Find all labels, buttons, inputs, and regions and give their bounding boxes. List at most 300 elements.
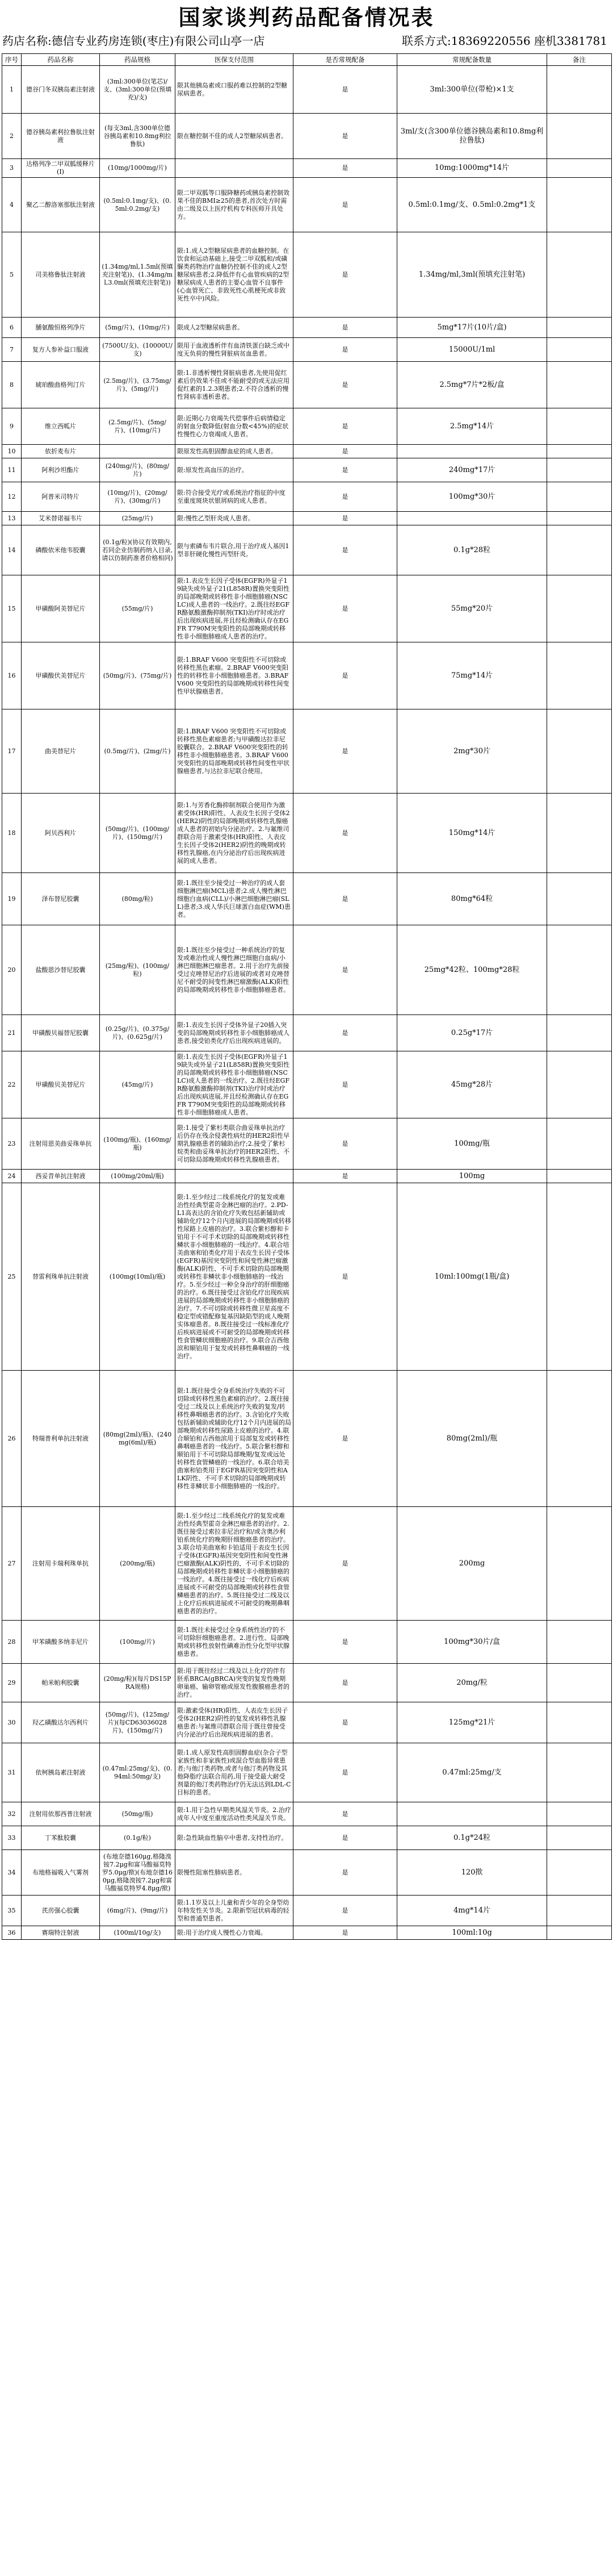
coverage-scope: 限:1.既往至少接受过一种系统治疗的复发或难治性成人慢性淋巴细胞白血病/小淋巴细胞淋巴瘤患者。2.用于治疗先前接受过克唑替尼治疗后进展的或者对克唑替尼不耐受的间变性淋巴瘤激酶(ALK)阳性的局部晚期或转移性非小细胞肺癌患者。 xyxy=(175,925,293,1015)
remark xyxy=(547,1702,612,1743)
table-row xyxy=(2,408,612,445)
stock-quantity: 80mg(2ml)/瓶 xyxy=(397,1371,547,1507)
remark xyxy=(547,178,612,232)
table-row xyxy=(2,525,612,575)
table-row xyxy=(2,1118,612,1170)
row-number: 22 xyxy=(2,1051,22,1118)
table-row xyxy=(2,1826,612,1850)
remark xyxy=(547,159,612,178)
table-row xyxy=(2,575,612,642)
drug-spec xyxy=(100,445,175,458)
row-number: 36 xyxy=(2,1926,22,1940)
contact-label: 联系方式: xyxy=(401,34,451,48)
drug-spec: (10mg/片)、(20mg/片)、(30mg/片) xyxy=(100,482,175,512)
row-number: 26 xyxy=(2,1371,22,1507)
table-row xyxy=(2,1664,612,1702)
regular-stock: 是 xyxy=(293,1702,397,1743)
table-row xyxy=(2,159,612,178)
regular-stock: 是 xyxy=(293,232,397,318)
remark xyxy=(547,362,612,408)
stock-quantity: 2.5mg*14片 xyxy=(397,408,547,445)
coverage-scope: 限:用于治疗成人慢性心力衰竭。 xyxy=(175,1926,293,1940)
drug-spec: (7500U/支)、(10000U/支) xyxy=(100,338,175,362)
drug-spec: (2.5mg/片)、(3.75mg/片)、(5mg/片) xyxy=(100,362,175,408)
row-number: 23 xyxy=(2,1118,22,1170)
remark xyxy=(547,1183,612,1371)
regular-stock: 是 xyxy=(293,925,397,1015)
regular-stock: 是 xyxy=(293,794,397,873)
stock-quantity: 75mg*14片 xyxy=(397,642,547,709)
drug-name: 阿普米司特片 xyxy=(22,482,100,512)
row-number: 8 xyxy=(2,362,22,408)
row-number: 21 xyxy=(2,1015,22,1051)
coverage-scope: 限:符合接受光疗或系统治疗指征的中度至重度斑块状银屑病的成人患者。 xyxy=(175,482,293,512)
coverage-scope: 限:1.1岁及以上儿童和青少年的全身型幼年特发性关节炎。2.限新型冠状病毒的轻型和普通型患者。 xyxy=(175,1896,293,1926)
table-row xyxy=(2,458,612,482)
stock-quantity: 200mg xyxy=(397,1507,547,1621)
row-number: 12 xyxy=(2,482,22,512)
table-row xyxy=(2,925,612,1015)
drug-spec: (0.47ml:25mg/支)、(0.94ml:50mg/支) xyxy=(100,1743,175,1802)
drug-spec: (200mg/瓶) xyxy=(100,1507,175,1621)
drug-name: 德谷门冬双胰岛素注射液 xyxy=(22,66,100,114)
drug-spec: (6mg/片)、(9mg/片) xyxy=(100,1896,175,1926)
drug-name: 赛瑞特注射液 xyxy=(22,1926,100,1940)
table-row xyxy=(2,66,612,114)
coverage-scope: 限二甲双胍等口服降糖药或胰岛素控制效果不佳的BMI≥25的患者,首次处方时需由二级及以上医疗机构专科医师开具处方。 xyxy=(175,178,293,232)
drug-spec: (0.1g/粒)(协议有效期内,若同企业仿制药纳入目录,请以仿制药准者价格相同) xyxy=(100,525,175,575)
stock-quantity xyxy=(397,512,547,525)
stock-quantity: 10ml:100mg(1瓶/盒) xyxy=(397,1183,547,1371)
header-spec: 药品规格 xyxy=(100,54,175,66)
stock-quantity: 80mg*64粒 xyxy=(397,873,547,925)
table-body xyxy=(2,66,612,1940)
remark xyxy=(547,525,612,575)
drug-spec: (55mg/片) xyxy=(100,575,175,642)
drug-spec: (240mg/片)、(80mg/片) xyxy=(100,458,175,482)
remark xyxy=(547,408,612,445)
drug-spec: (3ml:300单位(笔芯)/支、(3ml:300单位(预填充)/支) xyxy=(100,66,175,114)
regular-stock: 是 xyxy=(293,525,397,575)
regular-stock: 是 xyxy=(293,1664,397,1702)
regular-stock: 是 xyxy=(293,1371,397,1507)
regular-stock: 是 xyxy=(293,1507,397,1621)
coverage-scope: 限原发性高胆固醇血症的成人患者。 xyxy=(175,445,293,458)
drug-name: 西妥昔单抗注射液 xyxy=(22,1170,100,1183)
table-row xyxy=(2,482,612,512)
drug-name: 艾米替诺福韦片 xyxy=(22,512,100,525)
drug-name: 甲磺酸阿美替尼片 xyxy=(22,575,100,642)
drug-name: 阿利沙坦酯片 xyxy=(22,458,100,482)
coverage-scope: 限:近期心力衰竭失代偿事件后病情稳定的射血分数降低(射血分数<45%)的症状性慢性心力衰竭成人患者。 xyxy=(175,408,293,445)
table-row xyxy=(2,1183,612,1371)
drug-name: 维立西呱片 xyxy=(22,408,100,445)
drug-name: 磷酸依米他韦胶囊 xyxy=(22,525,100,575)
drug-name: 盐酸恩沙替尼胶囊 xyxy=(22,925,100,1015)
regular-stock: 是 xyxy=(293,1802,397,1826)
stock-quantity: 5mg*17片(10片/盒) xyxy=(397,318,547,338)
coverage-scope: 限:1.成人2型糖尿病患者的血糖控制。在饮食和运动基础上,接受二甲双胍和/或磺脲类药物治疗血糖仍控制不佳的成人2型糖尿病患者;2.降低伴有心血管疾病的2型糖尿病成人患者的主要心血管不良事件(心血管死亡、非致死性心肌梗死或非致死性卒中)风险。 xyxy=(175,232,293,318)
drug-name: 脯氨酸恒格列净片 xyxy=(22,318,100,338)
coverage-scope: 限:1.既往至少接受过一种治疗的成人套细胞淋巴瘤(MCL)患者;2.成人慢性淋巴细胞白血病(CLL)/小淋巴细胞淋巴瘤(SLL)患者;3.成人华氏巨球蛋白血症(WM)患者。 xyxy=(175,873,293,925)
table-row xyxy=(2,1170,612,1183)
drug-spec: (0.1g/粒) xyxy=(100,1826,175,1850)
coverage-scope: 限:1.既往接受全身系统治疗失败的不可切除或转移性黑色素瘤的治疗。2.既往接受过二线及以上系统治疗失败的复发/转移性鼻咽癌患者的治疗。3.含铂化疗失败包括新辅助或辅助化疗12个月内进展的局部晚期或转移性尿路上皮癌的治疗。4.联合顺铂和吉西他滨用于局部复发或转移性鼻咽癌患者的一线治疗。5.联合紫杉醇和顺铂用于不可切除局部晚期/复发或远处转移性食管鳞癌的一线治疗。6.联合培美曲塞和铂类用于EGFR基因突变阴性和ALK阴性、不可手术切除的局部晚期或转移性非鳞状非小细胞肺癌的一线治疗。 xyxy=(175,1371,293,1507)
stock-quantity xyxy=(397,1802,547,1826)
table-row xyxy=(2,1926,612,1940)
row-number: 6 xyxy=(2,318,22,338)
table-row xyxy=(2,794,612,873)
table-row xyxy=(2,1743,612,1802)
table-row xyxy=(2,1702,612,1743)
drug-spec: (100mg/20ml/瓶) xyxy=(100,1170,175,1183)
regular-stock: 是 xyxy=(293,458,397,482)
coverage-scope: 限:1.BRAF V600 突变阳性不可切除或转移性黑色素瘤。2.BRAF V600突变阳性的转移性非小细胞肺癌患者。3.BRAF V600 突变阳性的局部晚期或转移性间变性甲状腺癌患者。 xyxy=(175,642,293,709)
regular-stock: 是 xyxy=(293,114,397,159)
stock-quantity: 3ml:300单位(带枪)×1支 xyxy=(397,66,547,114)
coverage-scope: 限:1.接受了紫杉类联合曲妥珠单抗治疗后仍存在残余侵袭性病灶的HER2阳性早期乳腺癌患者的辅助治疗;2.接受了紫杉烷类和曲妥珠单抗治疗的HER2阳性、不可切除局部晚期或转移性乳腺癌患者。 xyxy=(175,1118,293,1170)
row-number: 24 xyxy=(2,1170,22,1183)
coverage-scope xyxy=(175,1170,293,1183)
drug-name: 泽布替尼胶囊 xyxy=(22,873,100,925)
table-row xyxy=(2,114,612,159)
row-number: 28 xyxy=(2,1621,22,1664)
table-row xyxy=(2,1507,612,1621)
drug-spec: (0.5ml:0.1mg/支)、(0.5ml:0.2mg/支) xyxy=(100,178,175,232)
drug-name: 羟乙磺酸达尔西利片 xyxy=(22,1702,100,1743)
drug-name: 芪苈强心胶囊 xyxy=(22,1896,100,1926)
coverage-scope: 限与索磷布韦片联合,用于治疗成人基因1型非肝硬化慢性丙型肝炎。 xyxy=(175,525,293,575)
stock-quantity: 0.1g*24粒 xyxy=(397,1826,547,1850)
table-row xyxy=(2,1621,612,1664)
remark xyxy=(547,1507,612,1621)
row-number: 3 xyxy=(2,159,22,178)
drug-name: 替雷利珠单抗注射液 xyxy=(22,1183,100,1371)
remark xyxy=(547,709,612,794)
remark xyxy=(547,458,612,482)
drug-spec: (80mg(2ml)/瓶)、(240mg(6ml)/瓶) xyxy=(100,1371,175,1507)
row-number: 16 xyxy=(2,642,22,709)
drug-name: 甲磺酸伏美替尼片 xyxy=(22,642,100,709)
drug-spec: (50mg/瓶) xyxy=(100,1802,175,1826)
remark xyxy=(547,512,612,525)
coverage-scope: 限:1.非透析慢性肾脏病患者,先使用促红素后仍效果不佳或不能耐受的或无法应用促红素的1.2.3期患者;2.不符合透析的慢性肾病非透析患者。 xyxy=(175,362,293,408)
remark xyxy=(547,1926,612,1940)
stock-quantity: 100ml:10g xyxy=(397,1926,547,1940)
stock-quantity: 3ml/支(含300单位德谷胰岛素和10.8mg利拉鲁肽) xyxy=(397,114,547,159)
row-number: 33 xyxy=(2,1826,22,1850)
regular-stock: 是 xyxy=(293,178,397,232)
row-number: 4 xyxy=(2,178,22,232)
drug-name: 依柯胰岛素注射液 xyxy=(22,1743,100,1802)
remark xyxy=(547,642,612,709)
coverage-scope: 限:用于既往经过二线及以上化疗的伴有胚系BRCA(gBRCA)突变的复发性晚期卵巢癌、输卵管癌或原发性腹膜癌患者的治疗。 xyxy=(175,1664,293,1702)
row-number: 10 xyxy=(2,445,22,458)
row-number: 2 xyxy=(2,114,22,159)
drug-name: 甲苯磺酸多纳非尼片 xyxy=(22,1621,100,1664)
store-info xyxy=(2,32,286,48)
drug-spec: (20mg/粒)(每片DS15PRA规格) xyxy=(100,1664,175,1702)
remark xyxy=(547,1371,612,1507)
drug-spec: (50mg/片)、(75mg/片) xyxy=(100,642,175,709)
drug-name: 曲美替尼片 xyxy=(22,709,100,794)
coverage-scope xyxy=(175,159,293,178)
stock-quantity: 125mg*21片 xyxy=(397,1702,547,1743)
stock-quantity: 20mg/粒 xyxy=(397,1664,547,1702)
coverage-scope: 限:1.与芳香化酶抑制剂联合使用作为激素受体(HR)阳性、人表皮生长因子受体2(HER2)阴性的局部晚期或转移性乳腺癌成人患者的初始内分泌治疗。2.与氟维司群联合用于激素受体(HR)阳性、人表皮生长因子受体2(HER2)阴性的晚期或转移性乳腺癌,在内分泌治疗后出现疾病进展的成人患者。 xyxy=(175,794,293,873)
coverage-scope: 限:急性缺血性脑卒中患者,支持性治疗。 xyxy=(175,1826,293,1850)
regular-stock: 是 xyxy=(293,873,397,925)
row-number: 29 xyxy=(2,1664,22,1702)
table-header-row xyxy=(2,54,612,66)
coverage-scope: 限:原发性高血压的治疗。 xyxy=(175,458,293,482)
row-number: 15 xyxy=(2,575,22,642)
regular-stock: 是 xyxy=(293,318,397,338)
header-info xyxy=(0,32,613,53)
stock-quantity: 100mg/瓶 xyxy=(397,1118,547,1170)
coverage-scope: 限成人2型糖尿病患者。 xyxy=(175,318,293,338)
stock-quantity: 4mg*14片 xyxy=(397,1896,547,1926)
remark xyxy=(547,1621,612,1664)
drug-name: 帕米帕利胶囊 xyxy=(22,1664,100,1702)
regular-stock: 是 xyxy=(293,1051,397,1118)
drug-name: 布地格福吸入气雾剂 xyxy=(22,1850,100,1896)
drug-spec: (25mg/片) xyxy=(100,512,175,525)
row-number: 19 xyxy=(2,873,22,925)
drug-name: 德谷胰岛素利拉鲁肽注射液 xyxy=(22,114,100,159)
regular-stock: 是 xyxy=(293,66,397,114)
drug-name: 丁苯酞胶囊 xyxy=(22,1826,100,1850)
drug-spec: (25mg/粒)、(100mg/粒) xyxy=(100,925,175,1015)
store-label: 药店名称: xyxy=(2,34,52,48)
coverage-scope: 限:激素受体(HR)阳性、人表皮生长因子受体2(HER2)阴性的复发或转移性乳腺癌患者:与氟维司群联合用于既往曾接受内分泌治疗后出现疾病进展的患者。 xyxy=(175,1702,293,1743)
regular-stock: 是 xyxy=(293,512,397,525)
drug-name: 注射用恩美曲妥珠单抗 xyxy=(22,1118,100,1170)
coverage-scope: 限:1.至少经过二线系统化疗的复发或难治性经典型霍奇金淋巴瘤的治疗。2.PD-L1高表达的含铂化疗失败包括新辅助或辅助化疗12个月内进展的局部晚期或转移性尿路上皮癌的治疗。3.联合紫杉醇和卡铂用于不可手术切除的局部晚期或转移性鳞状非小细胞肺癌的一线治疗。4.联合培美曲塞和铂类化疗用于表皮生长因子受体(EGFR)基因突变阴性和间变性淋巴瘤激酶(ALK)阴性、不可手术切除的局部晚期或转移性非鳞状非小细胞肺癌的一线治疗。5.至少经过一种全身治疗的肝细胞癌的治疗。6.既往接受过含铂化疗出现疾病进展的局部晚期或转移性非小细胞肺癌的治疗。7.不可切除或转移性微卫星高度不稳定型或错配修复基因缺陷型的成人晚期实体瘤患者。8.既往接受过一线标准化疗后疾病进展或不可耐受的局部晚期或转移性食管鳞状细胞癌的治疗。9.联合吉西他滨和顺铂用于复发或转移性鼻咽癌的一线治疗。 xyxy=(175,1183,293,1371)
row-number: 25 xyxy=(2,1183,22,1371)
stock-quantity: 25mg*42粒、100mg*28粒 xyxy=(397,925,547,1015)
remark xyxy=(547,1850,612,1896)
remark xyxy=(547,1015,612,1051)
stock-quantity: 120揿 xyxy=(397,1850,547,1896)
regular-stock: 是 xyxy=(293,642,397,709)
coverage-scope: 限:1.BRAF V600 突变阳性不可切除或转移性黑色素瘤患者;与甲磺酸达拉非尼胶囊联合。2.BRAF V600突变阳性的转移性非小细胞肺癌患者。3.BRAF V600 突变阳性的局部晚期或转移性间变性甲状腺癌患者,与达拉非尼联合使用。 xyxy=(175,709,293,794)
regular-stock: 是 xyxy=(293,575,397,642)
stock-quantity: 100mg xyxy=(397,1170,547,1183)
table-row xyxy=(2,1850,612,1896)
regular-stock: 是 xyxy=(293,338,397,362)
header-remark: 备注 xyxy=(547,54,612,66)
row-number: 31 xyxy=(2,1743,22,1802)
coverage-scope: 限:慢性乙型肝炎成人患者。 xyxy=(175,512,293,525)
remark xyxy=(547,66,612,114)
drug-spec: (100mg/片) xyxy=(100,1621,175,1664)
drug-spec: (2.5mg/片)、(5mg/片)、(10mg/片) xyxy=(100,408,175,445)
coverage-scope: 限其他胰岛素或口服药难以控制的2型糖尿病患者。 xyxy=(175,66,293,114)
drug-table xyxy=(2,53,612,1940)
remark xyxy=(547,114,612,159)
table-row xyxy=(2,232,612,318)
drug-spec: (1.34mg/ml,1.5ml(预填充注射笔))、(1.34mg/ml,3.0ml(预填充注射笔)) xyxy=(100,232,175,318)
remark xyxy=(547,1743,612,1802)
coverage-scope: 限慢性阻塞性肺病患者。 xyxy=(175,1850,293,1896)
stock-quantity: 45mg*28片 xyxy=(397,1051,547,1118)
table-row xyxy=(2,1371,612,1507)
drug-name: 特瑞普利单抗注射液 xyxy=(22,1371,100,1507)
drug-spec: (每支3ml,含300单位德谷胰岛素和10.8mg利拉鲁肽) xyxy=(100,114,175,159)
table-row xyxy=(2,873,612,925)
remark xyxy=(547,482,612,512)
header-scope: 医保支付范围 xyxy=(175,54,293,66)
stock-quantity: 55mg*20片 xyxy=(397,575,547,642)
stock-quantity: 10mg:1000mg*14片 xyxy=(397,159,547,178)
row-number: 27 xyxy=(2,1507,22,1621)
stock-quantity xyxy=(397,445,547,458)
table-row xyxy=(2,445,612,458)
remark xyxy=(547,1826,612,1850)
contact-value: 18369220556 座机3381781 xyxy=(451,34,607,48)
table-row xyxy=(2,1896,612,1926)
coverage-scope: 限:1.用于急性早期类风湿关节炎。2.治疗成年人中度至重度活动性类风湿关节炎。 xyxy=(175,1802,293,1826)
drug-spec: (10mg/1000mg/片) xyxy=(100,159,175,178)
regular-stock: 是 xyxy=(293,159,397,178)
drug-name: 甲磺酸贝美替尼片 xyxy=(22,1051,100,1118)
drug-name: 甲磺酸贝福替尼胶囊 xyxy=(22,1015,100,1051)
remark xyxy=(547,1051,612,1118)
remark xyxy=(547,318,612,338)
remark xyxy=(547,1664,612,1702)
drug-spec: (5mg/片)、(10mg/片) xyxy=(100,318,175,338)
regular-stock: 是 xyxy=(293,1118,397,1170)
regular-stock: 是 xyxy=(293,1183,397,1371)
row-number: 5 xyxy=(2,232,22,318)
drug-spec: (50mg/片)、(125mg/片)(每CD63036028片)、(150mg/片) xyxy=(100,1702,175,1743)
row-number: 7 xyxy=(2,338,22,362)
drug-spec: (100ml/10g/支) xyxy=(100,1926,175,1940)
stock-quantity: 0.1g*28粒 xyxy=(397,525,547,575)
drug-spec: (80mg/粒) xyxy=(100,873,175,925)
row-number: 17 xyxy=(2,709,22,794)
regular-stock: 是 xyxy=(293,362,397,408)
row-number: 1 xyxy=(2,66,22,114)
row-number: 34 xyxy=(2,1850,22,1896)
drug-name: 司美格鲁肽注射液 xyxy=(22,232,100,318)
row-number: 14 xyxy=(2,525,22,575)
row-number: 18 xyxy=(2,794,22,873)
drug-name: 阿贝西利片 xyxy=(22,794,100,873)
regular-stock: 是 xyxy=(293,445,397,458)
stock-quantity: 15000U/1ml xyxy=(397,338,547,362)
drug-name: 注射用依那西普注射液 xyxy=(22,1802,100,1826)
table-row xyxy=(2,1015,612,1051)
drug-spec: (100mg/瓶)、(160mg/瓶) xyxy=(100,1118,175,1170)
row-number: 13 xyxy=(2,512,22,525)
table-row xyxy=(2,338,612,362)
regular-stock: 是 xyxy=(293,1896,397,1926)
remark xyxy=(547,1896,612,1926)
regular-stock: 是 xyxy=(293,1621,397,1664)
table-row xyxy=(2,512,612,525)
remark xyxy=(547,1170,612,1183)
drug-name: 依折麦布片 xyxy=(22,445,100,458)
regular-stock: 是 xyxy=(293,1850,397,1896)
drug-name: 琥珀酸曲格列汀片 xyxy=(22,362,100,408)
drug-spec: (布地奈德160μg,格隆溴铵7.2μg和富马酸福莫特罗5.0μg/揿)(布地奈德160μg,格隆溴铵7.2μg和富马酸福莫特罗4.8μg/揿) xyxy=(100,1850,175,1896)
table-row xyxy=(2,318,612,338)
drug-name: 注射用卡瑞利珠单抗 xyxy=(22,1507,100,1621)
stock-quantity: 0.5ml:0.1mg/支、0.5ml:0.2mg*1支 xyxy=(397,178,547,232)
remark xyxy=(547,575,612,642)
drug-spec: (0.25g/片)、(0.375g/片)、(0.625g/片) xyxy=(100,1015,175,1051)
regular-stock: 是 xyxy=(293,482,397,512)
coverage-scope: 限在糖控制不佳的成人2型糖尿病患者。 xyxy=(175,114,293,159)
table-row xyxy=(2,642,612,709)
remark xyxy=(547,445,612,458)
store-name: 德信专业药房连锁(枣庄)有限公司山亭一店 xyxy=(51,34,265,48)
coverage-scope: 限:1.至少经过二线系统化疗的复发或难治性经典型霍奇金淋巴瘤患者的治疗。2.既往接受过索拉非尼治疗和/或含奥沙利铂系统化疗的晚期肝细胞癌患者的治疗。3.联合培美曲塞和卡铂适用于表皮生长因子受体(EGFR)基因突变阴性和间变性淋巴瘤激酶(ALK)阴性的、不可手术切除的局部晚期或转移性非鳞状非小细胞肺癌的一线治疗。4.既往接受过一线化疗后疾病进展或不可耐受的局部晚期或转移性食管鳞癌患者的治疗。5.既往接受过二线及以上化疗后疾病进展或不可耐受的晚期鼻咽癌患者的治疗。 xyxy=(175,1507,293,1621)
stock-quantity: 1.34mg/ml,3ml(预填充注射笔) xyxy=(397,232,547,318)
row-number: 9 xyxy=(2,408,22,445)
row-number: 20 xyxy=(2,925,22,1015)
regular-stock: 是 xyxy=(293,1170,397,1183)
coverage-scope: 限:1.既往未接受过全身系统性治疗的不可切除肝细胞癌患者。2.进行性、局部晚期或转移性放射性碘难治性分化型甲状腺癌患者。 xyxy=(175,1621,293,1664)
remark xyxy=(547,338,612,362)
page-title: 国家谈判药品配备情况表 xyxy=(178,5,435,30)
table-row xyxy=(2,709,612,794)
remark xyxy=(547,1802,612,1826)
regular-stock: 是 xyxy=(293,1743,397,1802)
regular-stock: 是 xyxy=(293,1015,397,1051)
header-regular: 是否常规配备 xyxy=(293,54,397,66)
stock-quantity: 100mg*30片 xyxy=(397,482,547,512)
table-row xyxy=(2,178,612,232)
table-row xyxy=(2,1051,612,1118)
drug-name: 复方人参补益口服液 xyxy=(22,338,100,362)
drug-spec: (50mg/片)、(100mg/片)、(150mg/片) xyxy=(100,794,175,873)
drug-name: 聚乙二醇洛塞那肽注射液 xyxy=(22,178,100,232)
stock-quantity: 0.47ml:25mg/支 xyxy=(397,1743,547,1802)
remark xyxy=(547,925,612,1015)
drug-spec: (0.5mg/片)、(2mg/片) xyxy=(100,709,175,794)
drug-name: 达格列净二甲双胍缓释片(I) xyxy=(22,159,100,178)
regular-stock: 是 xyxy=(293,408,397,445)
regular-stock: 是 xyxy=(293,1826,397,1850)
row-number: 11 xyxy=(2,458,22,482)
regular-stock: 是 xyxy=(293,1926,397,1940)
row-number: 32 xyxy=(2,1802,22,1826)
remark xyxy=(547,794,612,873)
table-row xyxy=(2,362,612,408)
header-name: 药品名称 xyxy=(22,54,100,66)
remark xyxy=(547,873,612,925)
coverage-scope: 限:1.表皮生长因子受体外显子20插入突变的局部晚期或转移性非小细胞肺癌成人患者,接受铂类化疗后出现疾病进展的。 xyxy=(175,1015,293,1051)
stock-quantity: 2mg*30片 xyxy=(397,709,547,794)
header-qty: 常规配备数量 xyxy=(397,54,547,66)
stock-quantity: 2.5mg*7片*2板/盒 xyxy=(397,362,547,408)
coverage-scope: 限:1.成人原发性高胆固醇血症(杂合子型家族性和非家族性)或混合型血脂异常患者;与他汀类药物,或者与他汀类药物及其他降脂疗法联合用药,用于接受最大耐受剂量的他汀类药物治疗仍无法达到LDL-C目标的患者。 xyxy=(175,1743,293,1802)
header-no: 序号 xyxy=(2,54,22,66)
drug-spec: (45mg/片) xyxy=(100,1051,175,1118)
table-row xyxy=(2,1802,612,1826)
contact-info xyxy=(286,32,611,48)
stock-quantity: 240mg*17片 xyxy=(397,458,547,482)
remark xyxy=(547,1118,612,1170)
regular-stock: 是 xyxy=(293,709,397,794)
stock-quantity: 100mg*30片/盒 xyxy=(397,1621,547,1664)
row-number: 35 xyxy=(2,1896,22,1926)
drug-spec: (100mg(10ml)/瓶) xyxy=(100,1183,175,1371)
coverage-scope: 限:1.表皮生长因子受体(EGFR)外显子19缺失或外显子21(L858R)置换突变阳性的局部晚期或转移性非小细胞肺癌(NSCLC)成人患者的一线治疗。2.既往经EGFR酪氨酸激酶抑制剂(TKI)治疗时或治疗后出现疾病进展,并且经检测确认存在EGFR T790M突变阳性的局部晚期或转移性非小细胞肺癌成人患者。 xyxy=(175,1051,293,1118)
